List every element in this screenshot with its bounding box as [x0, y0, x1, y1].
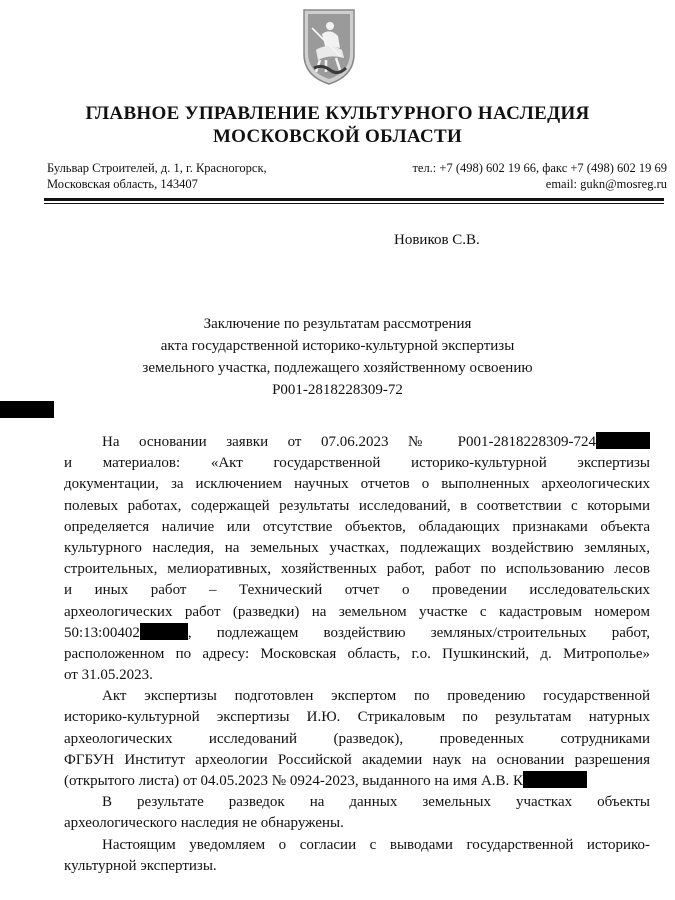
letter-body — [64, 432, 650, 877]
body-line: документации, за исключением научных отчетов о выполненных археологических — [64, 476, 650, 493]
redaction-block — [523, 771, 587, 788]
body-line-text: , подлежащем воздействию земляных/строительных работ, — [187, 624, 650, 641]
body-line: определяется наличие или отсутствие объектов, обладающих признаками объекта — [64, 518, 650, 535]
subject-line — [0, 379, 675, 418]
subject-line: Заключение по результатам рассмотрения — [203, 316, 472, 332]
email: email: gukn@mosreg.ru — [545, 177, 667, 191]
body-line: культурного наследия, на земельных участках, подлежащих воздействию земляных, — [64, 539, 650, 556]
body-line: ФГБУН Институт археологии Российской академии наук на основании разрешения — [64, 751, 650, 768]
subject-line: акта государственной историко-культурной экспертизы — [160, 338, 515, 354]
header-divider-thin — [44, 203, 664, 204]
header-divider-thick — [44, 198, 664, 201]
body-line: строительных, мелиоративных, хозяйственных работ, работ по использованию лесов — [64, 561, 650, 578]
body-line: полевых работах, содержащей результаты исследований, в соответствии с которыми — [64, 497, 650, 514]
body-line: и иных работ – Технический отчет о проведении исследовательских — [64, 582, 650, 599]
body-line: от 31.05.2023. — [64, 667, 153, 684]
postal-address — [47, 160, 267, 192]
phone-fax: тел.: +7 (498) 602 19 66, факс +7 (498) 602 19 69 — [412, 161, 667, 175]
body-line: археологического наследия не обнаружены. — [64, 815, 344, 832]
addressee-name: Новиков С.В. — [394, 232, 480, 248]
address-line: Бульвар Строителей, д. 1, г. Красногорск, — [47, 161, 267, 175]
subject-line: земельного участка, подлежащего хозяйственному освоению — [142, 360, 533, 376]
org-title-line2: МОСКОВСКОЙ ОБЛАСТИ — [212, 126, 463, 147]
body-line-text: (открытого листа) от 04.05.2023 № 0924-2023, выданного на имя А.В. К — [64, 773, 524, 789]
body-line: расположенном по адресу: Московская область, г.о. Пушкинский, д. Митрополье» — [64, 645, 650, 662]
redaction-block — [596, 432, 650, 449]
body-line: Настоящим уведомляем о согласии с выводами государственной историко- — [102, 836, 650, 853]
redaction-block — [0, 401, 54, 418]
address-line: Московская область, 143407 — [47, 177, 198, 191]
contact-info — [412, 160, 667, 192]
body-line: археологических работ (разведки) на земельном участке с кадастровым номером — [64, 603, 650, 620]
body-line — [64, 771, 650, 792]
application-number: Р001-2818228309-72 — [272, 382, 403, 398]
body-line: и материалов: «Акт государственной историко-культурной экспертизы — [64, 455, 650, 472]
body-line: историко-культурной экспертизы И.Ю. Стрикаловым по результатам натурных — [64, 709, 650, 726]
org-title-line1: ГЛАВНОЕ УПРАВЛЕНИЕ КУЛЬТУРНОГО НАСЛЕДИЯ — [85, 103, 590, 124]
document-subject — [0, 313, 675, 418]
cadastral-number: 50:13:00402 — [64, 624, 140, 641]
body-line — [64, 623, 650, 644]
body-line-text: На основании заявки от 07.06.2023 № Р001-2818228309-724 — [102, 434, 596, 450]
body-line: археологических исследований (разведок), проведенных сотрудниками — [64, 730, 650, 747]
body-line: Акт экспертизы подготовлен экспертом по проведению государственной — [102, 688, 650, 705]
body-line: культурной экспертизы. — [64, 857, 217, 874]
moscow-region-crest-icon — [300, 6, 358, 86]
body-line: В результате разведок на данных земельных участках объекты — [102, 794, 650, 811]
redaction-block — [140, 623, 188, 640]
body-line — [64, 432, 650, 453]
